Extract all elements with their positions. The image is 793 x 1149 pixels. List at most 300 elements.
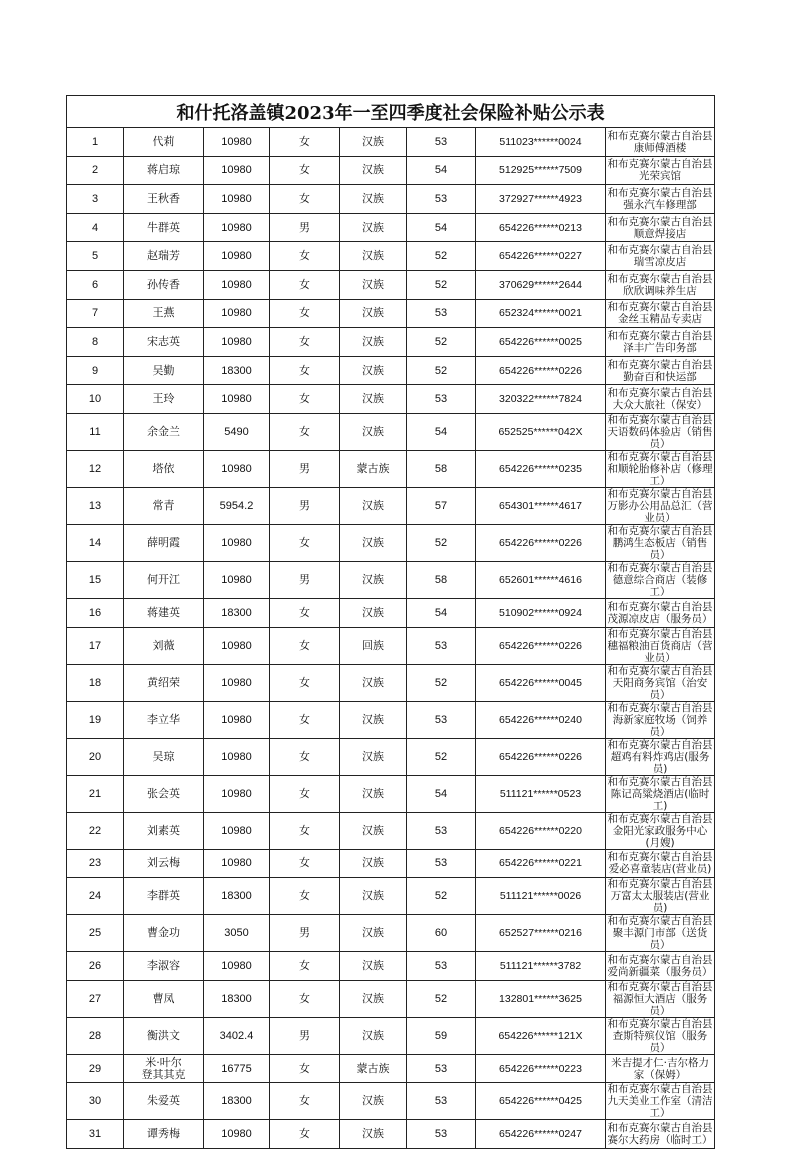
person-name xyxy=(124,1054,204,1083)
employer-line-1: 和布克赛尔蒙古自治县 xyxy=(607,158,713,171)
ethnicity: 汉族 xyxy=(340,328,407,357)
employer xyxy=(606,878,715,915)
ethnicity: 汉族 xyxy=(340,270,407,299)
table-row xyxy=(67,738,715,775)
table-row xyxy=(67,156,715,185)
age: 59 xyxy=(407,1017,476,1054)
employer-line-2: 茂源凉皮店（服务员） xyxy=(607,612,713,625)
id-number: 511121******3782 xyxy=(476,952,606,981)
subsidy-amount: 16775 xyxy=(204,1054,270,1083)
employer-line-2: 万影办公用品总汇（营业员） xyxy=(607,499,713,524)
employer-line-1: 和布克赛尔蒙古自治县 xyxy=(607,329,713,342)
subsidy-amount: 10980 xyxy=(204,775,270,812)
id-number: 652525******042X xyxy=(476,413,606,450)
gender: 女 xyxy=(270,1054,340,1083)
employer-line-1: 和布克赛尔蒙古自治县 xyxy=(607,627,713,640)
employer-line-1: 和布克赛尔蒙古自治县 xyxy=(607,664,713,677)
employer xyxy=(606,738,715,775)
ethnicity: 回族 xyxy=(340,627,407,664)
ethnicity: 汉族 xyxy=(340,849,407,878)
subsidy-table xyxy=(66,95,715,1149)
person-name: 李群英 xyxy=(124,878,204,915)
employer-line-2: 金阳光家政服务中心(月嫂) xyxy=(612,824,708,849)
row-number: 21 xyxy=(67,775,124,812)
employer xyxy=(606,1054,715,1083)
gender: 女 xyxy=(270,413,340,450)
row-number: 18 xyxy=(67,664,124,701)
age: 53 xyxy=(407,627,476,664)
employer-line-2: 万富太太服装店(营业员) xyxy=(610,890,710,915)
employer-line-2: 光荣宾馆 xyxy=(639,170,682,183)
person-name: 王燕 xyxy=(124,299,204,328)
gender: 男 xyxy=(270,450,340,487)
ethnicity: 汉族 xyxy=(340,980,407,1017)
row-number: 14 xyxy=(67,524,124,561)
row-number: 31 xyxy=(67,1120,124,1149)
employer-line-2: 赛尔大药房（临时工） xyxy=(607,1134,713,1147)
ethnicity: 汉族 xyxy=(340,561,407,598)
row-number: 6 xyxy=(67,270,124,299)
subsidy-amount: 18300 xyxy=(204,980,270,1017)
id-number: 654226******0425 xyxy=(476,1083,606,1120)
employer-line-2: 天语数码体验店（销售员） xyxy=(607,425,713,450)
person-name: 李立华 xyxy=(124,701,204,738)
employer-line-2: 聚丰源门市部（送货员） xyxy=(612,927,708,952)
row-number: 4 xyxy=(67,213,124,242)
ethnicity: 汉族 xyxy=(340,299,407,328)
row-number: 7 xyxy=(67,299,124,328)
table-row xyxy=(67,664,715,701)
person-name: 宋志英 xyxy=(124,328,204,357)
row-number: 8 xyxy=(67,328,124,357)
person-name: 孙传香 xyxy=(124,270,204,299)
age: 54 xyxy=(407,156,476,185)
employer-line-2: 强永汽车修理部 xyxy=(623,198,697,211)
employer xyxy=(606,598,715,627)
employer xyxy=(606,450,715,487)
person-name: 衡洪文 xyxy=(124,1017,204,1054)
employer-line-1: 和布克赛尔蒙古自治县 xyxy=(607,701,713,714)
ethnicity: 汉族 xyxy=(340,128,407,157)
table-row xyxy=(67,561,715,598)
table-row xyxy=(67,1054,715,1083)
employer xyxy=(606,385,715,414)
table-row xyxy=(67,980,715,1017)
employer-line-1: 和布克赛尔蒙古自治县 xyxy=(607,600,713,613)
gender: 男 xyxy=(270,1017,340,1054)
employer-line-2: 欣欣调味养生店 xyxy=(623,284,697,297)
ethnicity: 汉族 xyxy=(340,1120,407,1149)
age: 54 xyxy=(407,598,476,627)
person-name: 黄绍荣 xyxy=(124,664,204,701)
row-number: 10 xyxy=(67,385,124,414)
person-name: 李淑容 xyxy=(124,952,204,981)
table-row xyxy=(67,128,715,157)
ethnicity: 汉族 xyxy=(340,213,407,242)
person-name: 吴勤 xyxy=(124,356,204,385)
employer xyxy=(606,627,715,664)
employer-line-2: 陈记高粱烧酒店(临时工) xyxy=(610,787,710,812)
row-number: 16 xyxy=(67,598,124,627)
employer xyxy=(606,1120,715,1149)
person-name: 蒋启琼 xyxy=(124,156,204,185)
row-number: 24 xyxy=(67,878,124,915)
gender: 女 xyxy=(270,1120,340,1149)
id-number: 654226******0213 xyxy=(476,213,606,242)
ethnicity: 汉族 xyxy=(340,1083,407,1120)
employer-line-1: 和布克赛尔蒙古自治县 xyxy=(607,980,713,993)
employer-line-1: 和布克赛尔蒙古自治县 xyxy=(607,387,713,400)
gender: 男 xyxy=(270,915,340,952)
employer xyxy=(606,915,715,952)
table-row xyxy=(67,627,715,664)
employer xyxy=(606,561,715,598)
subsidy-amount: 18300 xyxy=(204,598,270,627)
employer xyxy=(606,980,715,1017)
table-row xyxy=(67,356,715,385)
row-number: 28 xyxy=(67,1017,124,1054)
age: 53 xyxy=(407,185,476,214)
table-row xyxy=(67,878,715,915)
id-number: 654226******0221 xyxy=(476,849,606,878)
gender: 女 xyxy=(270,385,340,414)
gender: 女 xyxy=(270,627,340,664)
row-number: 23 xyxy=(67,849,124,878)
person-name: 曹金功 xyxy=(124,915,204,952)
id-number: 654226******0226 xyxy=(476,627,606,664)
gender: 女 xyxy=(270,156,340,185)
employer xyxy=(606,413,715,450)
age: 52 xyxy=(407,738,476,775)
person-name: 何开江 xyxy=(124,561,204,598)
subsidy-amount: 10980 xyxy=(204,664,270,701)
person-name: 王秋香 xyxy=(124,185,204,214)
subsidy-amount: 10980 xyxy=(204,328,270,357)
subsidy-amount: 10980 xyxy=(204,385,270,414)
page-title: 和什托洛盖镇2023年一至四季度社会保险补贴公示表 xyxy=(67,96,715,128)
employer xyxy=(606,213,715,242)
person-name: 刘素英 xyxy=(124,812,204,849)
employer-line-1: 和布克赛尔蒙古自治县 xyxy=(607,487,713,500)
row-number: 15 xyxy=(67,561,124,598)
subsidy-amount: 18300 xyxy=(204,1083,270,1120)
employer xyxy=(606,328,715,357)
subsidy-amount: 10980 xyxy=(204,701,270,738)
id-number: 132801******3625 xyxy=(476,980,606,1017)
gender: 女 xyxy=(270,270,340,299)
gender: 女 xyxy=(270,185,340,214)
row-number: 27 xyxy=(67,980,124,1017)
gender: 女 xyxy=(270,980,340,1017)
person-name: 余金兰 xyxy=(124,413,204,450)
age: 53 xyxy=(407,1120,476,1149)
row-number: 11 xyxy=(67,413,124,450)
subsidy-amount: 10980 xyxy=(204,128,270,157)
id-number: 511121******0026 xyxy=(476,878,606,915)
employer-line-1: 和布克赛尔蒙古自治县 xyxy=(607,851,713,864)
row-number: 22 xyxy=(67,812,124,849)
id-number: 510902******0924 xyxy=(476,598,606,627)
ethnicity: 汉族 xyxy=(340,664,407,701)
table-row xyxy=(67,1120,715,1149)
row-number: 17 xyxy=(67,627,124,664)
person-name: 王玲 xyxy=(124,385,204,414)
employer-line-2: 九天美业工作室（清洁工） xyxy=(607,1095,713,1120)
ethnicity: 汉族 xyxy=(340,738,407,775)
gender: 女 xyxy=(270,598,340,627)
age: 54 xyxy=(407,413,476,450)
table-row xyxy=(67,413,715,450)
person-name: 谭秀梅 xyxy=(124,1120,204,1149)
employer xyxy=(606,1083,715,1120)
table-row xyxy=(67,524,715,561)
gender: 女 xyxy=(270,1083,340,1120)
subsidy-amount: 3050 xyxy=(204,915,270,952)
employer-line-1: 和布克赛尔蒙古自治县 xyxy=(607,215,713,228)
age: 52 xyxy=(407,270,476,299)
subsidy-amount: 10980 xyxy=(204,1120,270,1149)
ethnicity: 汉族 xyxy=(340,1017,407,1054)
ethnicity: 汉族 xyxy=(340,952,407,981)
ethnicity: 蒙古族 xyxy=(340,1054,407,1083)
person-name: 刘薇 xyxy=(124,627,204,664)
subsidy-amount: 5954.2 xyxy=(204,487,270,524)
gender: 女 xyxy=(270,356,340,385)
age: 53 xyxy=(407,385,476,414)
employer-line-2: 勤奋百和快运部 xyxy=(623,370,697,383)
age: 52 xyxy=(407,328,476,357)
table-row xyxy=(67,299,715,328)
ethnicity: 蒙古族 xyxy=(340,450,407,487)
age: 58 xyxy=(407,450,476,487)
employer xyxy=(606,185,715,214)
table-row xyxy=(67,385,715,414)
employer-line-2: 爱必喜童装店(营业员) xyxy=(608,863,712,876)
subsidy-amount: 10980 xyxy=(204,242,270,271)
ethnicity: 汉族 xyxy=(340,356,407,385)
employer-line-1: 和布克赛尔蒙古自治县 xyxy=(607,301,713,314)
ethnicity: 汉族 xyxy=(340,598,407,627)
row-number: 12 xyxy=(67,450,124,487)
id-number: 654226******0226 xyxy=(476,356,606,385)
gender: 女 xyxy=(270,849,340,878)
id-number: 654226******121X xyxy=(476,1017,606,1054)
gender: 女 xyxy=(270,328,340,357)
id-number: 370629******2644 xyxy=(476,270,606,299)
age: 52 xyxy=(407,664,476,701)
person-name: 代莉 xyxy=(124,128,204,157)
subsidy-amount: 10980 xyxy=(204,738,270,775)
employer-line-1: 和布克赛尔蒙古自治县 xyxy=(607,272,713,285)
table-row xyxy=(67,487,715,524)
age: 58 xyxy=(407,561,476,598)
table-body xyxy=(67,128,715,1149)
id-number: 654226******0045 xyxy=(476,664,606,701)
employer-line-1: 和布克赛尔蒙古自治县 xyxy=(607,1122,713,1135)
id-number: 654301******4617 xyxy=(476,487,606,524)
table-row xyxy=(67,952,715,981)
gender: 女 xyxy=(270,775,340,812)
employer-line-2: 金丝玉精品专卖店 xyxy=(618,313,703,326)
row-number: 2 xyxy=(67,156,124,185)
employer xyxy=(606,952,715,981)
employer-line-2: 德意综合商店（装修工） xyxy=(612,573,708,598)
employer xyxy=(606,356,715,385)
employer-line-2: 天阳商务宾馆（治安员） xyxy=(612,676,708,701)
employer-line-2: 和顺轮胎修补店（修理工） xyxy=(607,462,713,487)
row-number: 3 xyxy=(67,185,124,214)
employer xyxy=(606,524,715,561)
age: 53 xyxy=(407,299,476,328)
employer xyxy=(606,1017,715,1054)
employer-line-1: 和布克赛尔蒙古自治县 xyxy=(607,738,713,751)
employer xyxy=(606,849,715,878)
person-name: 塔依 xyxy=(124,450,204,487)
employer xyxy=(606,775,715,812)
person-name: 牛群英 xyxy=(124,213,204,242)
subsidy-amount: 18300 xyxy=(204,878,270,915)
employer-line-2: 海新家庭牧场（饲养员） xyxy=(612,713,708,738)
row-number: 29 xyxy=(67,1054,124,1083)
row-number: 13 xyxy=(67,487,124,524)
subsidy-amount: 10980 xyxy=(204,299,270,328)
table-row xyxy=(67,450,715,487)
id-number: 654226******0223 xyxy=(476,1054,606,1083)
employer-line-2: 瑞雪凉皮店 xyxy=(633,256,687,269)
table-row xyxy=(67,1017,715,1054)
table-row xyxy=(67,915,715,952)
employer-line-2: 查斯特殡仪馆（服务员） xyxy=(612,1029,708,1054)
gender: 女 xyxy=(270,299,340,328)
employer-line-1: 和布克赛尔蒙古自治县 xyxy=(607,1017,713,1030)
person-name: 常青 xyxy=(124,487,204,524)
subsidy-amount: 10980 xyxy=(204,156,270,185)
employer-line-1: 和布克赛尔蒙古自治县 xyxy=(607,561,713,574)
age: 53 xyxy=(407,701,476,738)
row-number: 26 xyxy=(67,952,124,981)
person-name: 刘云梅 xyxy=(124,849,204,878)
ethnicity: 汉族 xyxy=(340,242,407,271)
table-row xyxy=(67,185,715,214)
age: 54 xyxy=(407,775,476,812)
row-number: 25 xyxy=(67,915,124,952)
gender: 女 xyxy=(270,878,340,915)
subsidy-amount: 10980 xyxy=(204,627,270,664)
person-name: 蒋建英 xyxy=(124,598,204,627)
employer-line-1: 米吉提才仁·吉尔格力家（保姆） xyxy=(611,1056,709,1081)
row-number: 19 xyxy=(67,701,124,738)
gender: 女 xyxy=(270,738,340,775)
employer xyxy=(606,664,715,701)
row-number: 9 xyxy=(67,356,124,385)
table-row xyxy=(67,213,715,242)
gender: 女 xyxy=(270,812,340,849)
employer-line-2: 康师傅酒楼 xyxy=(633,141,687,154)
employer xyxy=(606,487,715,524)
employer-line-2: 鹏鸿生态板店（销售员） xyxy=(612,536,708,561)
ethnicity: 汉族 xyxy=(340,878,407,915)
table-row xyxy=(67,812,715,849)
age: 60 xyxy=(407,915,476,952)
age: 53 xyxy=(407,1083,476,1120)
gender: 男 xyxy=(270,561,340,598)
employer-line-1: 和布克赛尔蒙古自治县 xyxy=(607,129,713,142)
id-number: 654226******0247 xyxy=(476,1120,606,1149)
id-number: 652601******4616 xyxy=(476,561,606,598)
subsidy-amount: 5490 xyxy=(204,413,270,450)
row-number: 20 xyxy=(67,738,124,775)
age: 53 xyxy=(407,849,476,878)
subsidy-amount: 10980 xyxy=(204,812,270,849)
employer xyxy=(606,812,715,849)
id-number: 652527******0216 xyxy=(476,915,606,952)
age: 53 xyxy=(407,952,476,981)
id-number: 654226******0240 xyxy=(476,701,606,738)
employer-line-1: 和布克赛尔蒙古自治县 xyxy=(607,1083,713,1096)
subsidy-amount: 10980 xyxy=(204,450,270,487)
employer xyxy=(606,299,715,328)
id-number: 654226******0226 xyxy=(476,738,606,775)
subsidy-amount: 10980 xyxy=(204,524,270,561)
employer xyxy=(606,242,715,271)
table-row xyxy=(67,775,715,812)
age: 53 xyxy=(407,1054,476,1083)
gender: 女 xyxy=(270,664,340,701)
employer-line-1: 和布克赛尔蒙古自治县 xyxy=(607,450,713,463)
id-number: 320322******7824 xyxy=(476,385,606,414)
person-name-line-2: 登其其克 xyxy=(141,1067,186,1081)
employer-line-1: 和布克赛尔蒙古自治县 xyxy=(607,878,713,891)
id-number: 511023******0024 xyxy=(476,128,606,157)
ethnicity: 汉族 xyxy=(340,156,407,185)
employer-line-1: 和布克赛尔蒙古自治县 xyxy=(607,186,713,199)
age: 52 xyxy=(407,356,476,385)
person-name: 朱爱英 xyxy=(124,1083,204,1120)
age: 52 xyxy=(407,242,476,271)
person-name-line-1: 米·叶尔 xyxy=(145,1055,182,1069)
employer xyxy=(606,128,715,157)
employer-line-1: 和布克赛尔蒙古自治县 xyxy=(607,953,713,966)
gender: 女 xyxy=(270,701,340,738)
employer-line-2: 穗福粮油百货商店（营业员） xyxy=(607,639,713,664)
id-number: 511121******0523 xyxy=(476,775,606,812)
employer-line-2: 爱尚新疆菜（服务员） xyxy=(607,965,713,978)
subsidy-amount: 10980 xyxy=(204,185,270,214)
ethnicity: 汉族 xyxy=(340,185,407,214)
employer-line-2: 泽丰广告印务部 xyxy=(623,341,697,354)
row-number: 5 xyxy=(67,242,124,271)
subsidy-amount: 10980 xyxy=(204,270,270,299)
gender: 女 xyxy=(270,952,340,981)
ethnicity: 汉族 xyxy=(340,385,407,414)
row-number: 30 xyxy=(67,1083,124,1120)
ethnicity: 汉族 xyxy=(340,812,407,849)
age: 52 xyxy=(407,980,476,1017)
person-name: 张会英 xyxy=(124,775,204,812)
gender: 男 xyxy=(270,213,340,242)
age: 53 xyxy=(407,812,476,849)
id-number: 654226******0025 xyxy=(476,328,606,357)
employer-line-2: 顺意焊接店 xyxy=(633,227,687,240)
employer xyxy=(606,156,715,185)
id-number: 654226******0227 xyxy=(476,242,606,271)
ethnicity: 汉族 xyxy=(340,775,407,812)
employer-line-1: 和布克赛尔蒙古自治县 xyxy=(607,413,713,426)
subsidy-amount: 3402.4 xyxy=(204,1017,270,1054)
gender: 女 xyxy=(270,524,340,561)
table-row xyxy=(67,598,715,627)
employer-line-1: 和布克赛尔蒙古自治县 xyxy=(607,358,713,371)
